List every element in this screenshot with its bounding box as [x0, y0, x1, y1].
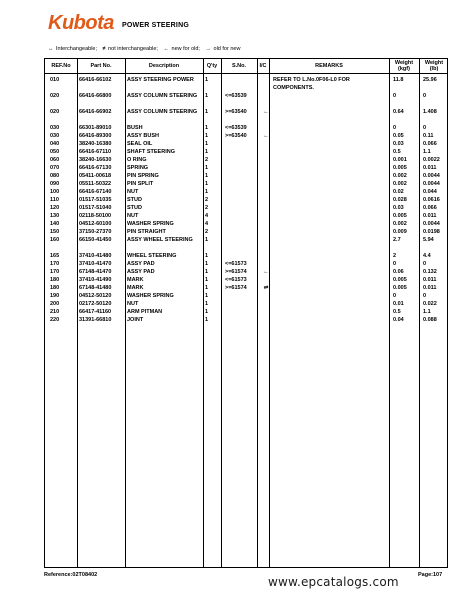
cell-weight-kg: 11.8 [393, 77, 404, 83]
parts-table [44, 58, 448, 568]
cell-qty: 1 [205, 133, 209, 139]
cell-qty: 2 [205, 197, 209, 203]
cell-weight-kg: 2.7 [393, 237, 401, 243]
table-row [45, 164, 447, 172]
cell-ref: 130 [50, 213, 60, 219]
cell-weight-lb: 0.0198 [423, 229, 440, 235]
cell-part-no: 66416-66102 [79, 77, 112, 83]
cell-serial-no: <=61573 [225, 261, 247, 267]
reference-number: Reference:02T08402 [44, 572, 98, 578]
cell-weight-lb: 0 [423, 261, 427, 267]
cell-ref: 040 [50, 141, 60, 147]
cell-serial-no: <=63539 [225, 125, 247, 131]
cell-weight-kg: 0 [393, 125, 397, 131]
cell-weight-kg: 0.03 [393, 141, 404, 147]
cell-weight-kg: 0.002 [393, 181, 407, 187]
cell-qty: 2 [205, 205, 209, 211]
cell-qty: 1 [205, 93, 209, 99]
cell-description: PIN SPRING [127, 173, 159, 179]
cell-weight-lb: 1.1 [423, 149, 431, 155]
col-header-ref: REF.No [51, 63, 71, 69]
cell-description: PIN SPLIT [127, 181, 154, 187]
cell-ref: 190 [50, 293, 60, 299]
cell-weight-lb: 0.0044 [423, 173, 440, 179]
cell-weight-kg: 0.5 [393, 309, 401, 315]
table-row [45, 260, 447, 268]
cell-ref: 030 [50, 133, 60, 139]
cell-weight-kg: 0 [393, 93, 397, 99]
cell-qty: 1 [205, 149, 209, 155]
cell-description: SPRING [127, 165, 149, 171]
cell-ic: ⇌ [263, 285, 269, 291]
cell-qty: 1 [205, 269, 209, 275]
cell-qty: 1 [205, 293, 209, 299]
cell-weight-lb: 0.0044 [423, 221, 440, 227]
cell-part-no: 02172-50120 [79, 301, 112, 307]
cell-weight-kg: 0.02 [393, 189, 404, 195]
cell-serial-no: <=61573 [225, 277, 247, 283]
cell-qty: 1 [205, 77, 209, 83]
cell-weight-kg: 0.002 [393, 221, 407, 227]
cell-serial-no: >=61574 [225, 285, 247, 291]
cell-weight-lb: 0.011 [423, 165, 437, 171]
cell-remarks: REFER TO L.No.0F06-L0 FOR COMPONENTS. [273, 77, 350, 91]
table-row [45, 172, 447, 180]
cell-weight-kg: 0.06 [393, 269, 404, 275]
cell-part-no: 05511-50322 [79, 181, 112, 187]
cell-qty: 1 [205, 301, 209, 307]
cell-weight-lb: 0.066 [423, 205, 437, 211]
cell-part-no: 37410-41480 [79, 253, 112, 259]
cell-part-no: 37410-41470 [79, 261, 112, 267]
cell-ref: 050 [50, 149, 60, 155]
table-row [45, 268, 447, 276]
cell-qty: 1 [205, 189, 209, 195]
header-divider [45, 73, 447, 74]
cell-ref: 080 [50, 173, 60, 179]
cell-weight-kg: 0.64 [393, 109, 404, 115]
cell-ic: ← [263, 133, 269, 139]
table-row [45, 124, 447, 132]
legend-old-for-new: old for new [213, 46, 241, 52]
cell-qty: 1 [205, 165, 209, 171]
cell-ref: 030 [50, 125, 60, 131]
cell-description: NUT [127, 301, 139, 307]
cell-weight-lb: 0.011 [423, 277, 437, 283]
cell-part-no: 37150-27370 [79, 229, 112, 235]
cell-part-no: 66416-67110 [79, 149, 112, 155]
cell-description: WHEEL STEERING [127, 253, 177, 259]
cell-weight-lb: 4.4 [423, 253, 431, 259]
cell-weight-kg: 0.002 [393, 173, 407, 179]
cell-qty: 1 [205, 277, 209, 283]
cell-ref: 010 [50, 77, 60, 83]
table-row [45, 300, 447, 308]
cell-weight-kg: 0.05 [393, 133, 404, 139]
cell-description: MARK [127, 285, 144, 291]
table-row [45, 308, 447, 316]
cell-weight-kg: 0.001 [393, 157, 407, 163]
cell-part-no: 66416-66800 [79, 93, 112, 99]
cell-weight-kg: 0 [393, 261, 397, 267]
cell-ref: 165 [50, 253, 60, 259]
cell-description: ASSY STEERING POWER [127, 77, 194, 83]
col-header-ic: I/C [259, 63, 267, 69]
interchangeable-icon: ↔ [48, 46, 54, 52]
cell-qty: 1 [205, 253, 209, 259]
cell-weight-lb: 0 [423, 125, 427, 131]
table-row [45, 276, 447, 284]
cell-ref: 180 [50, 285, 60, 291]
cell-qty: 1 [205, 141, 209, 147]
legend-not-interchangeable: not interchangeable; [108, 46, 158, 52]
cell-part-no: 04512-60100 [79, 221, 112, 227]
table-row [45, 212, 447, 220]
cell-ref: 180 [50, 277, 60, 283]
cell-description: O RING [127, 157, 147, 163]
cell-weight-lb: 0.0022 [423, 157, 440, 163]
cell-description: NUT [127, 213, 139, 219]
table-row [45, 316, 447, 324]
table-row [45, 204, 447, 212]
kubota-logo: Kubota [48, 12, 114, 34]
col-header-sno: S.No. [231, 63, 247, 69]
table-row [45, 220, 447, 228]
cell-part-no: 31391-66810 [79, 317, 112, 323]
table-body [45, 76, 447, 324]
cell-description: STUD [127, 197, 142, 203]
cell-weight-lb: 0.044 [423, 189, 437, 195]
cell-description: NUT [127, 189, 139, 195]
table-row [45, 196, 447, 204]
cell-ref: 200 [50, 301, 60, 307]
cell-weight-kg: 0.028 [393, 197, 407, 203]
col-header-desc: Description [148, 63, 180, 69]
cell-serial-no: >=63540 [225, 133, 247, 139]
table-row [45, 140, 447, 148]
table-row [45, 292, 447, 300]
cell-weight-kg: 0.04 [393, 317, 404, 323]
cell-weight-lb: 0.0616 [423, 197, 440, 203]
cell-ref: 160 [50, 237, 60, 243]
cell-serial-no: >=61574 [225, 269, 247, 275]
table-row [45, 156, 447, 164]
table-row [45, 76, 447, 92]
cell-ref: 120 [50, 205, 60, 211]
cell-weight-kg: 0.03 [393, 205, 404, 211]
page-number: Page:107 [418, 572, 443, 578]
table-row [45, 228, 447, 236]
new-for-old-icon: ← [163, 46, 169, 52]
cell-ref: 110 [50, 197, 59, 203]
not-interchangeable-icon: ≠ [102, 46, 106, 52]
cell-description: SEAL OIL [127, 141, 153, 147]
cell-part-no: 04512-50120 [79, 293, 112, 299]
cell-description: ASSY COLUMN STEERING [127, 109, 198, 115]
cell-description: ASSY COLUMN STEERING [127, 93, 198, 99]
cell-description: ASSY WHEEL STEERING [127, 237, 193, 243]
cell-part-no: 66417-41160 [79, 309, 112, 315]
table-row [45, 148, 447, 156]
cell-description: ASSY PAD [127, 269, 155, 275]
cell-ref: 220 [50, 317, 60, 323]
cell-ref: 170 [50, 269, 60, 275]
cell-weight-lb: 0.011 [423, 213, 437, 219]
cell-qty: 1 [205, 317, 209, 323]
cell-part-no: 67148-41480 [79, 285, 112, 291]
cell-part-no: 66416-67130 [79, 165, 112, 171]
cell-qty: 1 [205, 237, 209, 243]
cell-weight-lb: 0 [423, 293, 427, 299]
table-row [45, 108, 447, 124]
cell-description: ARM PITMAN [127, 309, 163, 315]
cell-ref: 100 [50, 189, 60, 195]
cell-description: BUSH [127, 125, 143, 131]
cell-part-no: 02118-50100 [79, 213, 112, 219]
cell-ref: 070 [50, 165, 60, 171]
legend [48, 46, 240, 52]
cell-weight-lb: 5.94 [423, 237, 434, 243]
cell-serial-no: >=63540 [225, 109, 247, 115]
cell-qty: 1 [205, 309, 209, 315]
cell-part-no: 66150-41450 [79, 237, 112, 243]
cell-qty: 1 [205, 285, 209, 291]
table-row [45, 92, 447, 108]
col-header-part: Part No. [90, 63, 112, 69]
legend-interchangeable: Interchangeable; [56, 46, 98, 52]
cell-weight-lb: 0.0044 [423, 181, 440, 187]
cell-part-no: 66416-89300 [79, 133, 112, 139]
cell-part-no: 38240-16380 [79, 141, 112, 147]
cell-description: PIN STRAIGHT [127, 229, 166, 235]
cell-serial-no: <=63539 [225, 93, 247, 99]
cell-description: JOINT [127, 317, 144, 323]
cell-weight-lb: 0.011 [423, 285, 437, 291]
cell-weight-lb: 25.96 [423, 77, 437, 83]
cell-qty: 4 [205, 213, 209, 219]
cell-ref: 140 [50, 221, 60, 227]
cell-weight-kg: 0.009 [393, 229, 407, 235]
cell-part-no: 05411-00618 [79, 173, 112, 179]
cell-part-no: 66416-66902 [79, 109, 112, 115]
cell-weight-kg: 0.005 [393, 285, 407, 291]
cell-weight-lb: 1.408 [423, 109, 437, 115]
cell-weight-lb: 1.1 [423, 309, 431, 315]
cell-qty: 1 [205, 261, 209, 267]
cell-description: WASHER SPRING [127, 293, 174, 299]
cell-part-no: 01517-51040 [79, 205, 112, 211]
cell-ref: 060 [50, 157, 60, 163]
cell-weight-lb: 0.132 [423, 269, 437, 275]
col-header-qty: Q'ty [206, 63, 218, 69]
cell-part-no: 37410-41490 [79, 277, 112, 283]
cell-ref: 020 [50, 93, 60, 99]
cell-qty: 2 [205, 157, 209, 163]
cell-description: ASSY PAD [127, 261, 155, 267]
col-header-weight-lb: Weight (lb) [424, 60, 444, 72]
cell-weight-kg: 0.005 [393, 165, 407, 171]
watermark: www.epcatalogs.com [268, 575, 399, 589]
col-header-weight-kg: Weight (kgf) [394, 60, 414, 72]
cell-qty: 1 [205, 125, 209, 131]
cell-qty: 1 [205, 109, 209, 115]
cell-qty: 4 [205, 221, 209, 227]
table-row [45, 236, 447, 252]
cell-part-no: 38240-16630 [79, 157, 112, 163]
cell-ic: ← [263, 109, 269, 115]
cell-weight-kg: 0.005 [393, 213, 407, 219]
table-row [45, 132, 447, 140]
cell-weight-lb: 0.11 [423, 133, 434, 139]
col-header-remarks: REMARKS [315, 63, 343, 69]
cell-description: ASSY BUSH [127, 133, 159, 139]
cell-ref: 170 [50, 261, 60, 267]
cell-weight-kg: 2 [393, 253, 397, 259]
cell-qty: 2 [205, 229, 209, 235]
cell-weight-kg: 0.5 [393, 149, 401, 155]
table-row [45, 188, 447, 196]
cell-part-no: 67148-41470 [79, 269, 112, 275]
cell-weight-lb: 0 [423, 93, 427, 99]
table-row [45, 284, 447, 292]
cell-ref: 020 [50, 109, 60, 115]
cell-weight-lb: 0.088 [423, 317, 437, 323]
cell-part-no: 66416-67140 [79, 189, 112, 195]
table-row [45, 180, 447, 188]
cell-description: SHAFT STEERING [127, 149, 175, 155]
page-title: POWER STEERING [122, 22, 189, 29]
cell-part-no: 01517-51035 [79, 197, 112, 203]
cell-ref: 090 [50, 181, 60, 187]
cell-weight-lb: 0.022 [423, 301, 437, 307]
old-for-new-icon: → [205, 46, 211, 52]
cell-weight-kg: 0 [393, 293, 397, 299]
cell-weight-kg: 0.01 [393, 301, 404, 307]
table-row [45, 252, 447, 260]
cell-weight-lb: 0.066 [423, 141, 437, 147]
cell-weight-kg: 0.005 [393, 277, 407, 283]
cell-ref: 150 [50, 229, 60, 235]
cell-part-no: 66301-89010 [79, 125, 112, 131]
legend-new-for-old: new for old; [171, 46, 200, 52]
cell-ic: ← [263, 269, 269, 275]
cell-qty: 1 [205, 181, 209, 187]
cell-description: MARK [127, 277, 144, 283]
cell-description: WASHER SPRING [127, 221, 174, 227]
cell-description: STUD [127, 205, 142, 211]
cell-qty: 1 [205, 173, 209, 179]
cell-ref: 210 [50, 309, 60, 315]
